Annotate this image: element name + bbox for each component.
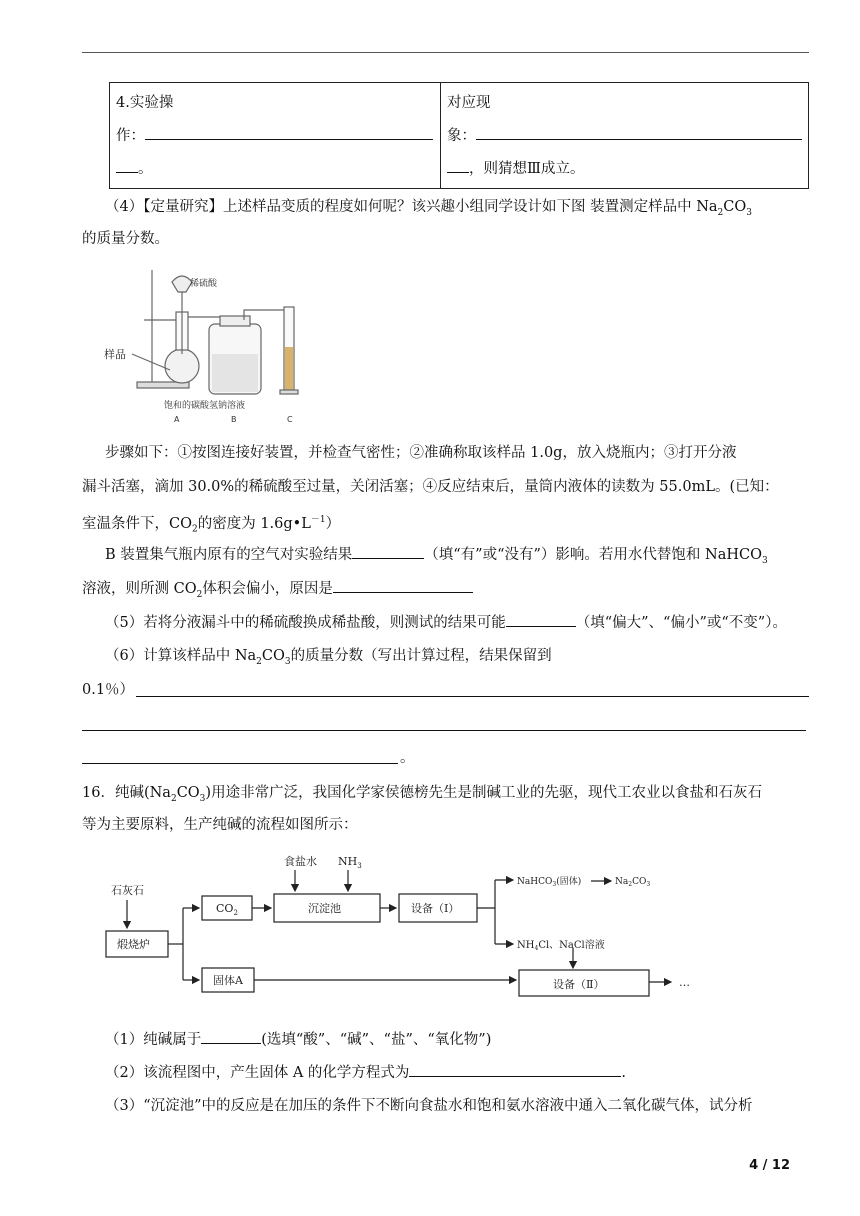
nh4cl-label: $NH_4Cl$、NaCl溶液 — [517, 940, 605, 952]
q16-line-1: 16．纯碱$(Na_2CO_3)$用途非常广泛，我国化学家侯德榜先生是制碱工业的先驱，现代工农业以食盐和石灰石 — [82, 785, 763, 804]
solution-label: 饱和的碳酸氢钠溶液 — [164, 401, 246, 411]
solidA-label: 固体A — [213, 974, 243, 987]
phenomenon-answer-blank-2[interactable] — [447, 158, 469, 173]
operation-answer-blank-2[interactable] — [116, 158, 138, 173]
nh3-label: $NH_3$ — [338, 855, 362, 870]
q16-p1-blank[interactable] — [201, 1029, 261, 1044]
q5-line: （5）若将分液漏斗中的稀硫酸换成稀盐酸，则测试的结果可能 （填“偏大”、“偏小”或“不变”）。 — [105, 612, 787, 633]
q16-p2: （2）该流程图中，产生固体 A 的化学方程式为 . — [105, 1062, 626, 1083]
q6-answer-line-3[interactable] — [82, 763, 398, 764]
q4-b-line-2: 溶液，则所测 $CO_2$体积会偏小，原因是 — [82, 578, 473, 605]
steps-line-3: 室温条件下，$CO_2$的密度为 $1.6g•L^{-1}$） — [82, 515, 341, 535]
co2-label: $CO_2$ — [216, 902, 238, 917]
sample-label: 样品 — [104, 348, 126, 361]
q6-end: 。 — [400, 750, 415, 766]
q4-line-1: （4）【定量研究】上述样品变质的程度如何呢？该兴趣小组同学设计如下图 装置测定样品中 $Na_2CO_3$ — [105, 199, 752, 218]
q6-answer-line-1[interactable] — [136, 696, 809, 697]
label-a: A — [174, 415, 180, 424]
operation-label-1: 4.实验操 — [116, 95, 174, 111]
q16-line-2: 等为主要原料，生产纯碱的流程如图所示： — [82, 817, 358, 833]
header-rule — [82, 52, 809, 53]
phenomenon-label-1: 对应现 — [447, 95, 491, 111]
q16-p2-blank[interactable] — [409, 1062, 621, 1077]
q16-p1: （1）纯碱属于 (选填“酸”、“碱”、“盐”、“氧化物”) — [105, 1029, 491, 1050]
air-effect-blank[interactable] — [352, 544, 424, 559]
continuation-dots: … — [679, 976, 690, 989]
operation-label-3: 。 — [138, 161, 153, 177]
q16-p3: （3）“沉淀池”中的反应是在加压的条件下不断向食盐水和饱和氨水溶液中通入二氧化碳气体，试分析 — [105, 1098, 753, 1114]
page-number: 4 / 12 — [749, 1158, 790, 1173]
device1-label: 设备（Ⅰ） — [411, 902, 460, 915]
steps-line-1: 步骤如下：①按图连接好装置，并检查气密性；②准确称取该样品 1.0g，放入烧瓶内；③打开分液 — [105, 445, 737, 461]
reason-blank[interactable] — [333, 578, 473, 593]
label-b: B — [231, 415, 237, 424]
q4-b-line-1: B 装置集气瓶内原有的空气对实验结果 （填“有”或“没有”）影响。若用水代替饱和 NaHCO$_3$ — [105, 544, 768, 571]
q6-line-1: （6）计算该样品中 $Na_2CO_3$的质量分数（写出计算过程，结果保留到 — [105, 648, 552, 667]
label-c: C — [287, 415, 293, 424]
device2-label: 设备（Ⅱ） — [553, 978, 605, 991]
q6-line-2: 0.1％） — [82, 682, 135, 698]
apparatus-figure — [104, 262, 304, 427]
brine-label: 食盐水 — [284, 855, 317, 868]
phenomenon-answer-blank[interactable] — [476, 125, 802, 140]
q6-answer-line-2[interactable] — [82, 730, 806, 731]
operation-answer-blank[interactable] — [145, 125, 433, 140]
phenomenon-label-2: 象： — [447, 128, 476, 144]
nahco3-label: NaHCO$_3$(固体) — [517, 877, 582, 888]
operation-cell — [110, 83, 441, 189]
q5-answer-blank[interactable] — [506, 612, 576, 627]
na2co3-label: $Na_2CO_3$ — [615, 877, 651, 888]
acid-label: 稀硫酸 — [190, 279, 218, 289]
limestone-label: 石灰石 — [111, 884, 144, 897]
kiln-label: 煅烧炉 — [117, 938, 150, 951]
q4-line-2: 的质量分数。 — [82, 231, 169, 247]
operation-label-2: 作： — [116, 128, 145, 144]
steps-line-2: 漏斗活塞，滴加 30.0%的稀硫酸至过量，关闭活塞；④反应结束后，量筒内液体的读数为 55.0mL。(已知： — [82, 479, 779, 495]
tank-label: 沉淀池 — [308, 902, 341, 915]
phenomenon-label-3: ，则猜想Ⅲ成立。 — [469, 161, 585, 177]
production-flowchart — [103, 848, 703, 1013]
phenomenon-cell — [441, 83, 809, 189]
experiment-table — [109, 82, 809, 189]
